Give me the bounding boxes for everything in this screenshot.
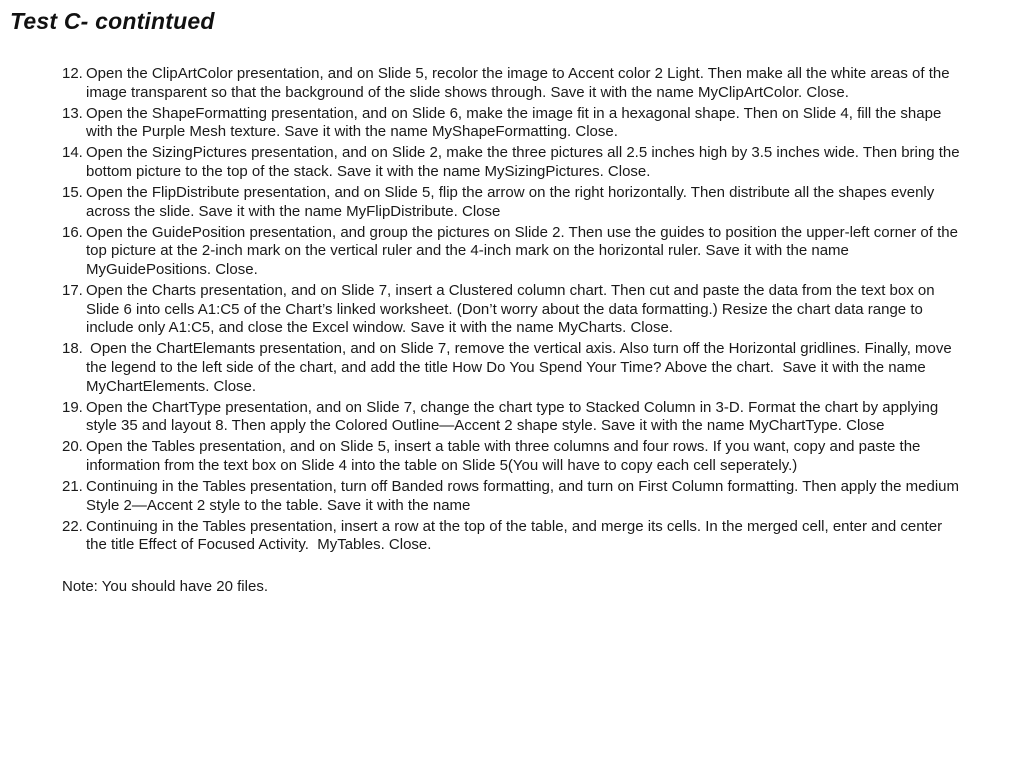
item-number: 21. [62, 477, 83, 495]
item-text: Open the Tables presentation, and on Slide 5, insert a table with three columns and four rows. If you want, copy and paste the information from the text box on Slide 4 into the table on Slide 5(You will have to copy each cell seperately.) [86, 438, 925, 474]
item-text: Continuing in the Tables presentation, turn off Banded rows formatting, and turn on First Column formatting. Then apply the medium Style 2—Accent 2 style to the table. Save it with the name [86, 477, 964, 514]
item-text: Continuing in the Tables presentation, insert a row at the top of the table, and merge its cells. In the merged cell, enter and center the title Effect of Focused Activity. MyTables. Close. [86, 517, 947, 554]
item-number: 20. [62, 438, 83, 456]
list-item [62, 184, 963, 221]
item-text: Open the ShapeFormatting presentation, and on Slide 6, make the image fit in a hexagonal shape. Then on Slide 4, fill the shape with the Purple Mesh texture. Save it with the name MyShapeFormatting. Close. [86, 104, 946, 141]
item-number: 18. [62, 340, 83, 358]
item-text: Open the GuidePosition presentation, and group the pictures on Slide 2. Then use the guides to position the upper-left corner of the top picture at the 2-inch mark on the vertical ruler and the 4-inch mark on the horizontal ruler. Save it with the name MyGuidePositions. Close. [86, 223, 963, 278]
item-number: 12. [62, 65, 83, 82]
item-text: Open the Charts presentation, and on Slide 7, insert a Clustered column chart. Then cut and paste the data from the text box on Slide 6 into cells A1:C5 of the Chart’s linked worksheet. (Don’t worry about the data formatting.) Resize the chart data range to include only A1:C5, and close the Excel window. Save it with the name MyCharts. Close. [86, 282, 939, 337]
list-item [62, 144, 963, 181]
item-number: 13. [62, 104, 83, 122]
item-number: 19. [62, 398, 83, 416]
list-item [62, 105, 963, 142]
item-number: 22. [62, 517, 83, 535]
item-number: 17. [62, 282, 83, 300]
slide-page [0, 8, 1024, 776]
item-text: Open the SizingPictures presentation, and on Slide 2, make the three pictures all 2.5 inches high by 3.5 inches wide. Then bring the bottom picture to the top of the stack. Save it with the name MySizingPictures. Close. [86, 144, 964, 180]
list-item [62, 478, 963, 515]
item-text: Open the ChartType presentation, and on Slide 7, change the chart type to Stacked Column in 3-D. Format the chart by applying style 35 and layout 8. Then apply the Colored Outline—Accent 2 shape style. Save it with the name MyChartType. Close [86, 398, 943, 435]
instruction-list [62, 65, 963, 555]
list-item [62, 224, 963, 280]
note-text: Note: You should have 20 files. [62, 577, 268, 595]
list-item [62, 282, 963, 338]
list-item [62, 399, 963, 436]
list-item [62, 438, 963, 475]
list-item [62, 340, 963, 396]
list-item [62, 518, 963, 555]
item-text: Open the FlipDistribute presentation, and on Slide 5, flip the arrow on the right horizontally. Then distribute all the shapes evenly across the slide. Save it with the name MyFlipDistribute. Close [86, 184, 939, 220]
list-item [62, 65, 963, 102]
item-text: Open the ChartElemants presentation, and on Slide 7, remove the vertical axis. Also turn off the Horizontal gridlines. Finally, move the legend to the left side of the chart, and add the title How Do You Spend Your Time? Above the chart. Save it with the name MyChartElements. Close. [86, 340, 956, 395]
item-number: 16. [62, 223, 83, 241]
page-title: Test C- contintued [10, 8, 215, 34]
item-number: 14. [62, 144, 83, 162]
item-number: 15. [62, 184, 83, 202]
item-text: Open the ClipArtColor presentation, and on Slide 5, recolor the image to Accent color 2 Light. Then make all the white areas of the image transparent so that the background of the slide shows through. Save it with the name MyClipArtColor. Close. [86, 65, 954, 101]
